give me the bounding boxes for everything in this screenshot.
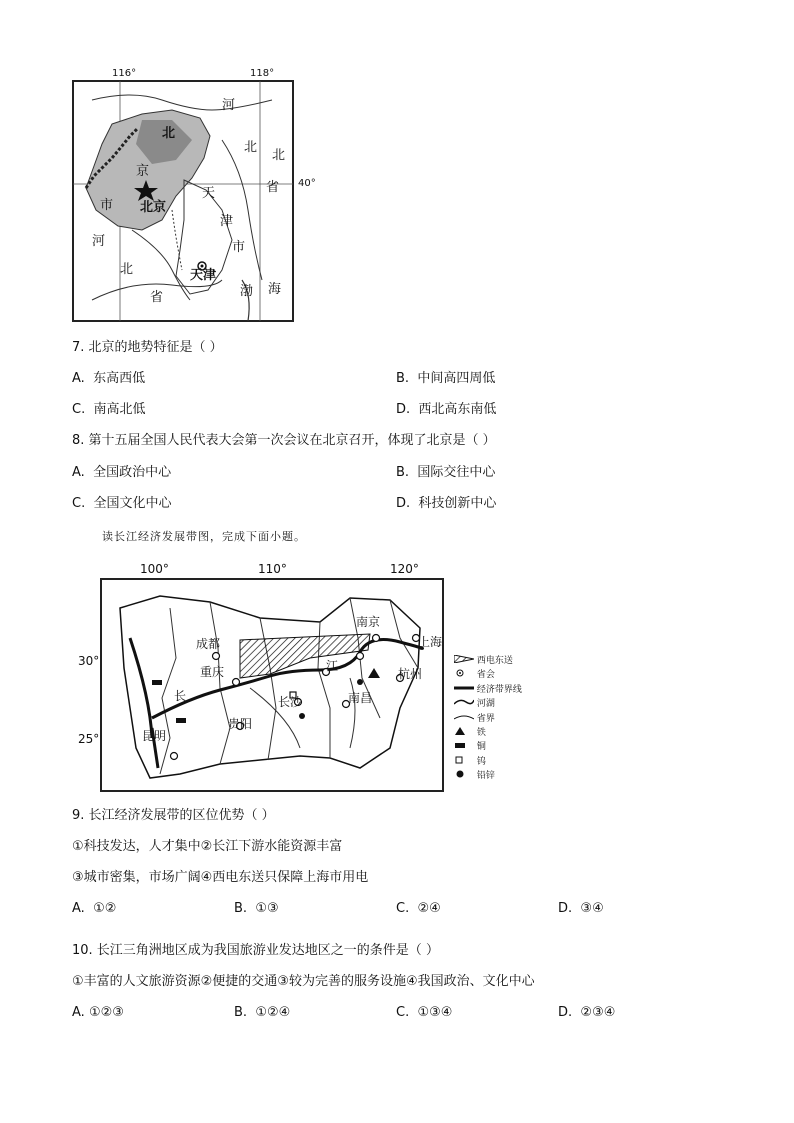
lon-label-100: 100° <box>140 562 169 576</box>
option-text: ①③ <box>255 901 279 916</box>
city-nanchang: 南昌 <box>348 691 373 705</box>
option-label: C. <box>72 496 86 511</box>
option-text: ①②③ <box>88 1005 124 1020</box>
lat-label-40: 40° <box>298 178 316 189</box>
label-hai: 海 <box>268 282 282 297</box>
capital-chongqing <box>233 679 240 686</box>
option-text: 国际交往中心 <box>417 465 496 480</box>
option-text: 南高北低 <box>93 402 146 417</box>
lead-zinc-icon <box>454 770 474 778</box>
province-border-icon <box>454 713 474 721</box>
q10-option-d[interactable] <box>558 1005 615 1021</box>
option-text: ①② <box>93 901 117 916</box>
city-chengdu: 成都 <box>196 637 221 651</box>
label-sheng-2: 省 <box>266 180 280 195</box>
label-jing: 京 <box>136 164 150 179</box>
label-jin: 津 <box>220 214 234 229</box>
yangtze-map <box>72 558 542 798</box>
map2-intro: 读长江经济发展带图，完成下面小题。 <box>102 530 306 543</box>
q9-option-a[interactable] <box>72 901 116 917</box>
legend-item-tungsten: 钨 <box>454 755 542 769</box>
q10-option-c[interactable] <box>396 1005 452 1021</box>
option-label: B. <box>396 465 410 480</box>
q7-option-b[interactable] <box>396 371 495 387</box>
west-east-power-icon <box>454 655 474 663</box>
q9-option-c[interactable] <box>396 901 441 917</box>
legend-item-iron: 铁 <box>454 726 542 740</box>
legend-item-power: 西电东送 <box>454 654 542 668</box>
copper-symbol <box>176 718 186 723</box>
river-icon <box>454 698 474 706</box>
q9-stem: 9. 长江经济发展带的区位优势（ ） <box>72 808 275 823</box>
label-beijing: 北京 <box>140 200 167 215</box>
lon-label-110: 110° <box>258 562 287 576</box>
q8-stem: 8. 第十五届全国人民代表大会第一次会议在北京召开，体现了北京是（ ） <box>72 433 496 448</box>
beijing-map <box>72 68 316 324</box>
q10-stem: 10. 长江三角洲地区成为我国旅游业发达地区之一的条件是（ ） <box>72 943 439 958</box>
option-text: 西北高东南低 <box>418 402 497 417</box>
belt-boundary-icon <box>454 684 474 692</box>
lead-zinc-symbol <box>299 713 305 719</box>
option-text: ②④ <box>417 901 441 916</box>
option-label: A. <box>72 371 85 386</box>
option-label: D. <box>558 901 573 916</box>
option-text: 东高西低 <box>93 371 146 386</box>
option-label: D. <box>396 402 411 417</box>
q7-option-a[interactable] <box>72 371 145 387</box>
option-text: 中间高四周低 <box>417 371 496 386</box>
option-text: ②③④ <box>580 1005 616 1020</box>
river-chang-label: 长 <box>174 689 187 703</box>
lat-label-30: 30° <box>78 654 100 668</box>
q8-option-d[interactable] <box>396 496 496 512</box>
capital-chengdu <box>213 653 220 660</box>
city-guiyang: 贵阳 <box>228 717 253 731</box>
lon-label-116: 116° <box>112 68 137 79</box>
option-text: ③④ <box>580 901 604 916</box>
legend-item-leadzinc: 铅锌 <box>454 769 542 783</box>
label-bei-1: 北 <box>162 126 176 141</box>
q8-option-a[interactable] <box>72 465 171 481</box>
option-text: 科技创新中心 <box>418 496 497 511</box>
q8-option-b[interactable] <box>396 465 495 481</box>
option-label: A. <box>72 901 85 916</box>
label-tian: 天 <box>202 186 216 201</box>
option-label: D. <box>558 1005 573 1020</box>
copper-icon <box>454 741 474 749</box>
map2-legend <box>454 654 542 784</box>
label-tianjin: 天津 <box>190 268 217 283</box>
city-hangzhou: 杭州 <box>398 667 423 681</box>
q9-option-b[interactable] <box>234 901 279 917</box>
option-label: A. <box>72 1005 85 1020</box>
option-label: B. <box>234 901 248 916</box>
label-bei-4: 北 <box>272 148 286 163</box>
capital-nanjing <box>373 635 380 642</box>
q7-option-c[interactable] <box>72 402 146 418</box>
river-jiang-label: 江 <box>326 659 339 673</box>
q7-stem: 7. 北京的地势特征是（ ） <box>72 340 223 355</box>
label-he-1: 河 <box>222 98 236 113</box>
lon-label-120: 120° <box>390 562 419 576</box>
legend-item-river: 河湖 <box>454 697 542 711</box>
label-sheng-1: 省 <box>150 290 164 305</box>
label-shi-1: 市 <box>100 198 114 213</box>
option-label: C. <box>396 901 410 916</box>
option-text: ①②④ <box>255 1005 291 1020</box>
q10-statements: ①丰富的人文旅游资源②便捷的交通③较为完善的服务设施④我国政治、文化中心 <box>72 974 535 989</box>
label-bei-2: 北 <box>244 140 258 155</box>
lon-label-118: 118° <box>250 68 275 79</box>
capital-hefei <box>357 653 364 660</box>
copper-symbol <box>152 680 162 685</box>
q9-statements-2: ③城市密集，市场广阔④西电东送只保障上海市用电 <box>72 870 369 885</box>
tungsten-icon <box>454 756 474 764</box>
legend-item-capital: 省会 <box>454 668 542 682</box>
option-label: C. <box>72 402 86 417</box>
lat-label-25: 25° <box>78 732 100 746</box>
label-shi-2: 市 <box>232 240 246 255</box>
option-text: 全国政治中心 <box>93 465 172 480</box>
label-bo: 渤 <box>240 284 254 299</box>
q9-statements-1: ①科技发达，人才集中②长江下游水能资源丰富 <box>72 839 343 854</box>
legend-item-border: 省界 <box>454 712 542 726</box>
city-chongqing: 重庆 <box>200 665 225 679</box>
label-he-2: 河 <box>92 234 106 249</box>
q7-option-d[interactable] <box>396 402 496 418</box>
city-changsha: 长沙 <box>278 695 303 709</box>
city-kunming: 昆明 <box>142 729 167 743</box>
city-shanghai: 上海 <box>418 635 443 649</box>
q8-option-c[interactable] <box>72 496 172 512</box>
lead-zinc-symbol <box>357 679 363 685</box>
yangtze-map-canvas <box>100 578 444 792</box>
option-label: C. <box>396 1005 410 1020</box>
option-label: B. <box>234 1005 248 1020</box>
option-text: 全国文化中心 <box>93 496 172 511</box>
legend-item-belt: 经济带界线 <box>454 683 542 697</box>
option-label: D. <box>396 496 411 511</box>
iron-icon <box>454 727 474 735</box>
city-nanjing: 南京 <box>356 615 381 629</box>
label-bei-3: 北 <box>120 262 134 277</box>
option-text: ①③④ <box>417 1005 453 1020</box>
q10-option-a[interactable] <box>72 1005 124 1021</box>
option-label: B. <box>396 371 410 386</box>
q10-option-b[interactable] <box>234 1005 290 1021</box>
legend-item-copper: 铜 <box>454 740 542 754</box>
q9-option-d[interactable] <box>558 901 604 917</box>
capital-kunming <box>171 753 178 760</box>
capital-icon <box>454 669 474 677</box>
option-label: A. <box>72 465 85 480</box>
